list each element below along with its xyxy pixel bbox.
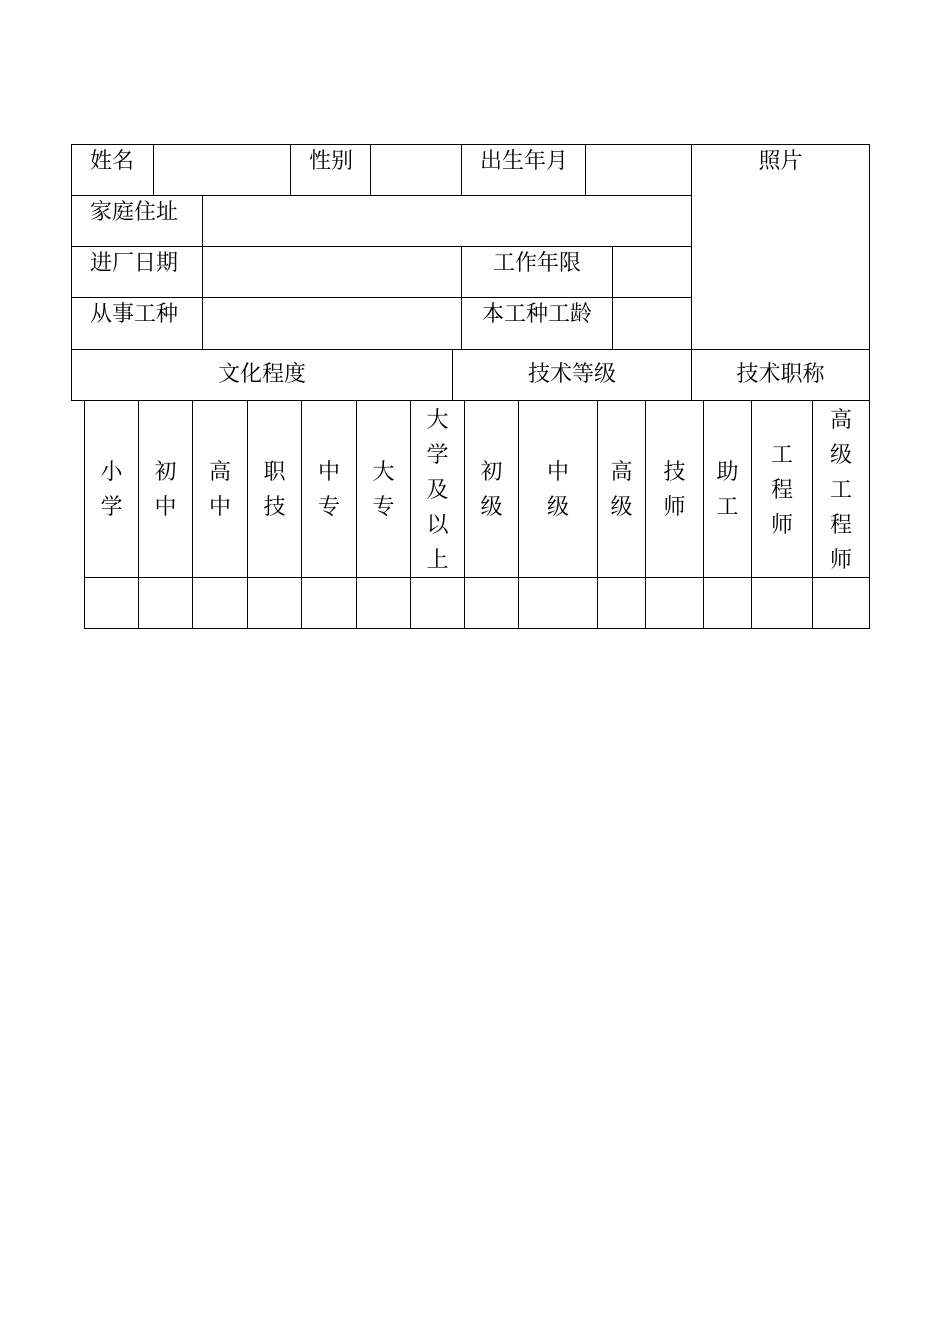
grade-technician-header [645, 400, 704, 578]
grade-junior-label: 初 级 [480, 460, 503, 520]
edu-primary-header [84, 400, 139, 578]
title-engineer-header [751, 400, 813, 578]
grade-junior-entry[interactable] [464, 577, 519, 629]
job-seniority-value-cell[interactable] [612, 297, 692, 350]
job-seniority-label: 本工种工龄 [481, 302, 592, 327]
edu-college-header [356, 400, 411, 578]
tech-grade-header: 技术等级 [527, 362, 616, 387]
work-years-value-cell[interactable] [612, 246, 692, 298]
grade-junior-header [464, 400, 519, 578]
tech-grade-header-cell [452, 349, 692, 401]
edu-senior-label: 高 中 [208, 460, 231, 520]
name-value-cell[interactable] [153, 144, 291, 196]
address-value-cell[interactable] [202, 195, 692, 247]
address-label-cell [71, 195, 203, 247]
work-years-label: 工作年限 [492, 251, 581, 276]
title-senior-engineer-label: 高 级 工 程 师 [829, 408, 852, 573]
name-label: 姓名 [90, 149, 135, 174]
title-assistant-engineer-header [703, 400, 752, 578]
education-header: 文化程度 [217, 362, 306, 387]
edu-senior-header [192, 400, 248, 578]
grade-technician-label: 技 师 [663, 460, 686, 520]
edu-college-label: 大 专 [372, 460, 395, 520]
grade-senior-entry[interactable] [597, 577, 646, 629]
address-label: 家庭住址 [90, 200, 179, 225]
edu-vocational-label: 职 技 [263, 460, 286, 520]
work-years-label-cell [461, 246, 613, 298]
edu-technical-secondary-entry[interactable] [301, 577, 357, 629]
edu-junior-entry[interactable] [138, 577, 193, 629]
edu-primary-label: 小 学 [100, 460, 123, 520]
grade-technician-entry[interactable] [645, 577, 704, 629]
title-assistant-engineer-label: 助 工 [716, 460, 739, 520]
title-senior-engineer-entry[interactable] [812, 577, 870, 629]
job-type-label-cell [71, 297, 203, 350]
tech-title-header: 技术职称 [736, 362, 825, 387]
edu-technical-secondary-header [301, 400, 357, 578]
tech-title-header-cell [691, 349, 870, 401]
edu-vocational-entry[interactable] [247, 577, 302, 629]
edu-junior-label: 初 中 [154, 460, 177, 520]
photo-label: 照片 [758, 149, 803, 174]
name-label-cell [71, 144, 154, 196]
edu-university-header [410, 400, 465, 578]
edu-university-label: 大 学 及 以 上 [426, 408, 449, 573]
entry-date-value-cell[interactable] [202, 246, 462, 298]
edu-primary-entry[interactable] [84, 577, 139, 629]
title-senior-engineer-header [812, 400, 870, 578]
edu-vocational-header [247, 400, 302, 578]
photo-cell[interactable] [691, 144, 870, 350]
gender-value-cell[interactable] [370, 144, 462, 196]
gender-label-cell [290, 144, 371, 196]
edu-junior-header [138, 400, 193, 578]
title-engineer-entry[interactable] [751, 577, 813, 629]
birth-value-cell[interactable] [585, 144, 692, 196]
gender-label: 性别 [309, 149, 354, 174]
entry-date-label-cell [71, 246, 203, 298]
title-assistant-engineer-entry[interactable] [703, 577, 752, 629]
job-type-value-cell[interactable] [202, 297, 462, 350]
entry-date-label: 进厂日期 [90, 251, 179, 276]
grade-middle-header [518, 400, 598, 578]
grade-senior-label: 高 级 [610, 460, 633, 520]
education-header-cell [71, 349, 453, 401]
edu-technical-secondary-label: 中 专 [317, 460, 340, 520]
title-engineer-label: 工 程 师 [770, 443, 793, 538]
grade-middle-label: 中 级 [546, 460, 569, 520]
grade-senior-header [597, 400, 646, 578]
job-seniority-label-cell [461, 297, 613, 350]
edu-university-entry[interactable] [410, 577, 465, 629]
edu-college-entry[interactable] [356, 577, 411, 629]
grade-middle-entry[interactable] [518, 577, 598, 629]
birth-label: 出生年月 [480, 149, 569, 174]
edu-senior-entry[interactable] [192, 577, 248, 629]
job-type-label: 从事工种 [90, 302, 179, 327]
birth-label-cell [461, 144, 586, 196]
